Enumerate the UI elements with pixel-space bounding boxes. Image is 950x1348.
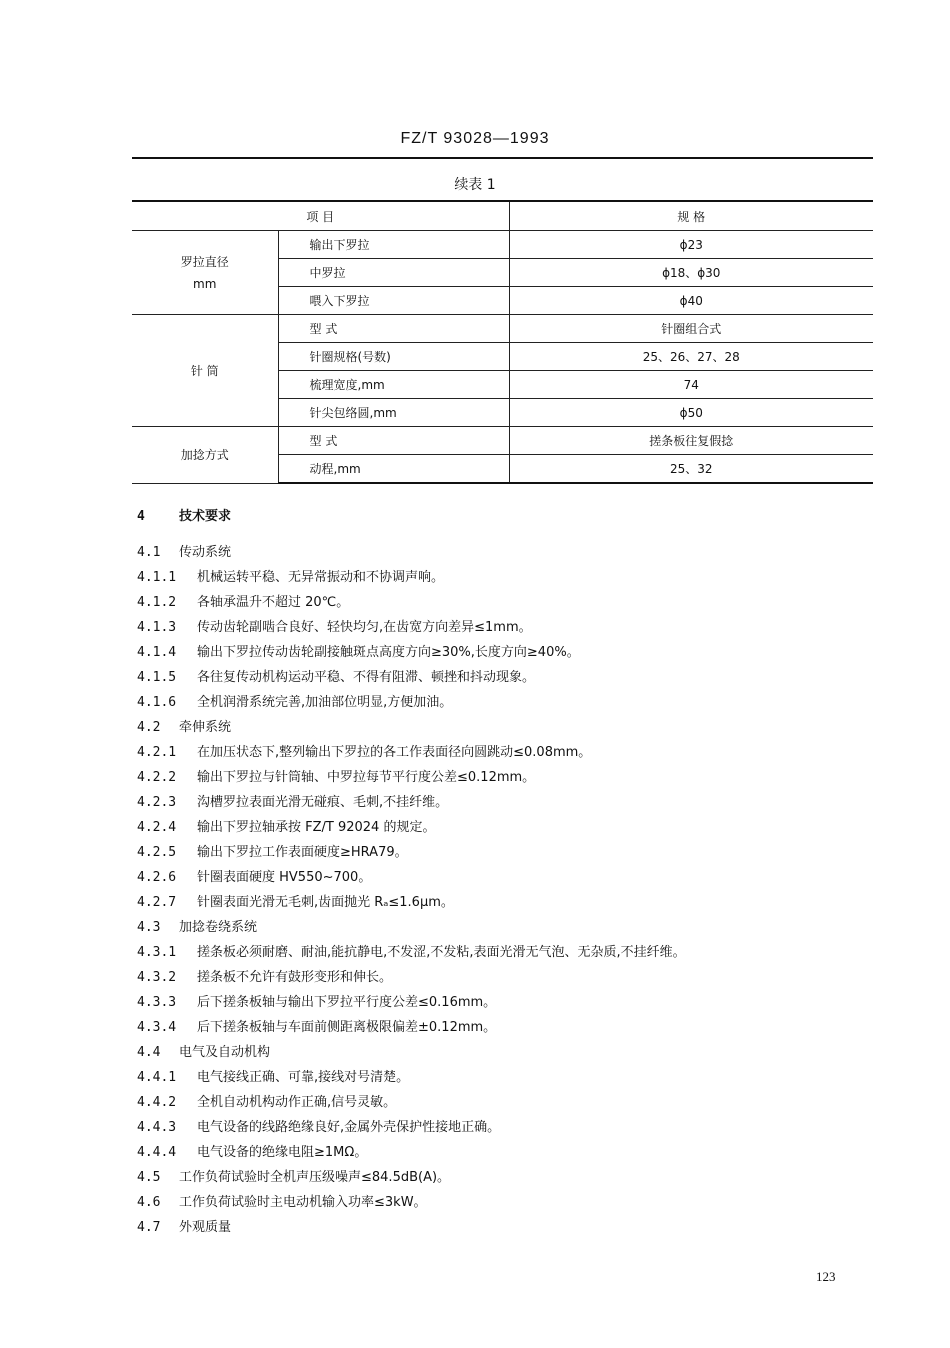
clause-text: 后下搓条板轴与输出下罗拉平行度公差≤0.16mm。 [197, 995, 497, 1010]
spec-value: 25、32 [509, 455, 873, 484]
clause-text: 搓条板必须耐磨、耐油,能抗静电,不发涩,不发粘,表面光滑无气泡、无杂质,不挂纤维。 [197, 945, 686, 960]
clause-text: 输出下罗拉轴承按 FZ/T 92024 的规定。 [197, 820, 436, 835]
spec-value: ϕ18、ϕ30 [509, 259, 873, 287]
clause-number: 4.1 [137, 545, 161, 560]
list-item [137, 840, 857, 865]
spec-value: 针圈组合式 [509, 315, 873, 343]
clause-text: 输出下罗拉传动齿轮副接触斑点高度方向≥30%,长度方向≥40%。 [197, 645, 580, 660]
clause-text: 输出下罗拉与针筒轴、中罗拉每节平行度公差≤0.12mm。 [197, 770, 536, 785]
table-header-row [132, 201, 873, 231]
list-item [137, 990, 857, 1015]
standard-code: FZ/T 93028—1993 [400, 130, 550, 147]
sub-item: 针圈规格(号数) [278, 343, 509, 371]
group-label-line: 罗拉直径 [180, 254, 229, 269]
clause-text: 工作负荷试验时主电动机输入功率≤3kW。 [179, 1195, 427, 1210]
sub-item: 动程,mm [278, 455, 509, 484]
clause-text: 电气设备的线路绝缘良好,金属外壳保护性接地正确。 [197, 1120, 501, 1135]
spec-value: 25、26、27、28 [509, 343, 873, 371]
clause-number: 4.4.2 [137, 1095, 177, 1110]
list-item [137, 715, 857, 740]
col-item-header: 项 目 [132, 201, 509, 231]
clause-number: 4.1.1 [137, 570, 177, 585]
clause-number: 4.4.3 [137, 1120, 177, 1135]
list-item [137, 765, 857, 790]
list-item [137, 815, 857, 840]
clause-number: 4.2.7 [137, 895, 177, 910]
col-spec-header: 规 格 [509, 201, 873, 231]
list-item [137, 565, 857, 590]
clause-number: 4.3 [137, 920, 161, 935]
clause-text: 电气接线正确、可靠,接线对号清楚。 [197, 1070, 410, 1085]
clause-text: 电气及自动机构 [179, 1045, 271, 1060]
sub-item: 型 式 [278, 315, 509, 343]
table-caption: 续表 1 [454, 177, 496, 193]
list-item [137, 1090, 857, 1115]
clause-number: 4.4.4 [137, 1145, 177, 1160]
clause-number: 4.3.3 [137, 995, 177, 1010]
clause-text: 在加压状态下,整列输出下罗拉的各工作表面径向圆跳动≤0.08mm。 [197, 745, 592, 760]
clause-text: 传动齿轮副啮合良好、轻快均匀,在齿宽方向差异≤1mm。 [197, 620, 532, 635]
spec-table [132, 200, 873, 484]
table-row [132, 315, 873, 343]
clause-text: 针圈表面光滑无毛刺,齿面抛光 Rₐ≤1.6μm。 [197, 895, 454, 910]
clause-text: 全机自动机构动作正确,信号灵敏。 [197, 1095, 397, 1110]
list-item [137, 865, 857, 890]
table-row [132, 231, 873, 259]
list-item [137, 690, 857, 715]
clause-number: 4.4 [137, 1045, 161, 1060]
list-item [137, 940, 857, 965]
clause-text: 输出下罗拉工作表面硬度≥HRA79。 [197, 845, 408, 860]
list-item [137, 1015, 857, 1040]
clause-number: 4.2.6 [137, 870, 177, 885]
clause-number: 4.6 [137, 1195, 161, 1210]
section-heading [137, 504, 857, 540]
sub-item: 中罗拉 [278, 259, 509, 287]
spec-value: 搓条板往复假捻 [509, 427, 873, 455]
clause-number: 4.4.1 [137, 1070, 177, 1085]
list-item [137, 1040, 857, 1065]
group-label-twist: 加捻方式 [132, 427, 278, 484]
clause-number: 4.2.4 [137, 820, 177, 835]
list-item [137, 1140, 857, 1165]
requirements-section [137, 504, 857, 1240]
clause-text: 针圈表面硬度 HV550~700。 [197, 870, 372, 885]
list-item [137, 915, 857, 940]
list-item [137, 740, 857, 765]
clause-number: 4.1.5 [137, 670, 177, 685]
clause-text: 沟槽罗拉表面光滑无碰痕、毛刺,不挂纤维。 [197, 795, 449, 810]
sub-item: 喂入下罗拉 [278, 287, 509, 315]
group-label-cylinder: 针 筒 [132, 315, 278, 427]
clause-number: 4.3.1 [137, 945, 177, 960]
spec-value: ϕ23 [509, 231, 873, 259]
list-item [137, 640, 857, 665]
group-label-roller [132, 231, 278, 315]
list-item [137, 890, 857, 915]
clause-text: 电气设备的绝缘电阻≥1MΩ。 [197, 1145, 368, 1160]
clause-text: 各往复传动机构运动平稳、不得有阻滞、顿挫和抖动现象。 [197, 670, 536, 685]
list-item [137, 1215, 857, 1240]
table-row [132, 427, 873, 455]
page-number: 123 [816, 1269, 836, 1284]
section-title: 技术要求 [179, 509, 232, 524]
list-item [137, 965, 857, 990]
clause-text: 传动系统 [179, 545, 232, 560]
clause-number: 4.3.2 [137, 970, 177, 985]
clause-text: 工作负荷试验时全机声压级噪声≤84.5dB(A)。 [179, 1170, 451, 1185]
clause-number: 4.2.1 [137, 745, 177, 760]
sub-item: 梳理宽度,mm [278, 371, 509, 399]
clause-text: 加捻卷绕系统 [179, 920, 258, 935]
section-number: 4 [137, 509, 145, 524]
spec-value: 74 [509, 371, 873, 399]
requirement-list [137, 540, 857, 1240]
spec-value: ϕ50 [509, 399, 873, 427]
list-item [137, 540, 857, 565]
clause-number: 4.5 [137, 1170, 161, 1185]
clause-number: 4.7 [137, 1220, 161, 1235]
clause-text: 全机润滑系统完善,加油部位明显,方便加油。 [197, 695, 453, 710]
list-item [137, 1065, 857, 1090]
sub-item: 输出下罗拉 [278, 231, 509, 259]
clause-number: 4.2.3 [137, 795, 177, 810]
clause-number: 4.1.4 [137, 645, 177, 660]
clause-text: 搓条板不允许有鼓形变形和伸长。 [197, 970, 393, 985]
group-label-unit: mm [193, 276, 217, 291]
clause-text: 牵伸系统 [179, 720, 232, 735]
clause-text: 后下搓条板轴与车面前侧距离极限偏差±0.12mm。 [197, 1020, 497, 1035]
clause-number: 4.1.2 [137, 595, 177, 610]
list-item [137, 590, 857, 615]
clause-number: 4.3.4 [137, 1020, 177, 1035]
clause-number: 4.1.6 [137, 695, 177, 710]
clause-number: 4.2 [137, 720, 161, 735]
clause-text: 机械运转平稳、无异常振动和不协调声响。 [197, 570, 445, 585]
list-item [137, 790, 857, 815]
clause-text: 各轴承温升不超过 20℃。 [197, 595, 350, 610]
clause-text: 外观质量 [179, 1220, 232, 1235]
spec-value: ϕ40 [509, 287, 873, 315]
header-rule [132, 157, 873, 159]
clause-number: 4.2.5 [137, 845, 177, 860]
sub-item: 型 式 [278, 427, 509, 455]
clause-number: 4.2.2 [137, 770, 177, 785]
list-item [137, 665, 857, 690]
list-item [137, 615, 857, 640]
sub-item: 针尖包络圆,mm [278, 399, 509, 427]
list-item [137, 1190, 857, 1215]
clause-number: 4.1.3 [137, 620, 177, 635]
list-item [137, 1115, 857, 1140]
list-item [137, 1165, 857, 1190]
